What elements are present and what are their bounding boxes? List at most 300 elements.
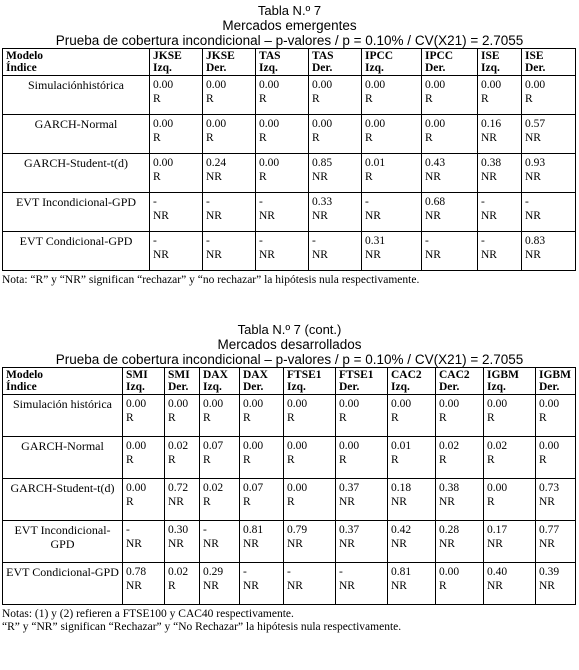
p-value: 0.07 [203,440,224,452]
p-value: 0.00 [339,440,360,452]
table-cell [522,193,576,232]
table1-corner-header [3,49,150,76]
column-header-side: Izq. [126,381,145,393]
table-cell [478,115,522,154]
table-cell [203,115,256,154]
p-value: 0.85 [312,157,333,169]
decision: R [312,93,320,105]
table-cell [203,76,256,115]
p-value: 0.02 [203,482,224,494]
p-value: 0.33 [312,196,333,208]
p-value: 0.17 [487,524,508,536]
p-value: 0.00 [126,398,147,410]
table-row [3,521,576,563]
decision: R [153,171,161,183]
p-value: 0.00 [259,79,280,91]
table-cell [388,563,436,605]
decision: R [525,93,533,105]
p-value: 0.24 [206,157,227,169]
p-value: 0.00 [525,79,546,91]
decision: NR [365,210,381,222]
table-cell [284,563,336,605]
decision: NR [153,210,169,222]
table-row [3,193,576,232]
table-cell [436,437,484,479]
decision: R [259,171,267,183]
table-cell [309,232,362,271]
decision: NR [168,496,184,508]
p-value: 0.00 [439,566,460,578]
p-value: 0.31 [365,235,386,247]
p-value: 0.00 [287,440,308,452]
p-value: - [203,524,207,536]
column-header-index: JKSE [206,50,235,62]
decision: R [487,412,495,424]
table2-subtitle: Mercados desarrollados [217,337,362,352]
table-cell [309,193,362,232]
table-cell [484,563,536,605]
decision: R [425,93,433,105]
p-value: 0.00 [153,157,174,169]
decision: NR [391,580,407,592]
column-header [478,49,522,76]
p-value: 0.18 [391,482,412,494]
table-cell [150,76,203,115]
decision: R [539,454,547,466]
table-cell [436,521,484,563]
table1 [2,48,576,271]
table-cell [388,395,436,437]
row-label: GARCH-Normal [3,115,150,154]
decision: NR [243,538,259,550]
p-value: - [481,196,485,208]
decision: NR [153,249,169,261]
table-cell [256,193,309,232]
table-cell [200,521,240,563]
column-header [484,368,536,395]
p-value: 0.00 [126,440,147,452]
table-cell [203,154,256,193]
decision: R [203,412,211,424]
row-label: EVT Condicional-GPD [3,563,123,605]
table-cell [284,479,336,521]
decision: R [153,93,161,105]
p-value: - [481,235,485,247]
decision: R [287,454,295,466]
decision: R [287,496,295,508]
p-value: 0.01 [365,157,386,169]
p-value: 0.00 [539,440,560,452]
p-value: 0.78 [126,566,147,578]
decision: R [203,454,211,466]
decision: R [203,496,211,508]
p-value: - [365,196,369,208]
table-cell [165,395,200,437]
p-value: - [206,196,210,208]
p-value: 0.16 [481,118,502,130]
decision: NR [287,580,303,592]
decision: NR [425,171,441,183]
table-cell [336,437,388,479]
p-value: 0.40 [487,566,508,578]
table-cell [436,395,484,437]
table-cell [165,563,200,605]
table-row [3,154,576,193]
table-cell [256,232,309,271]
table2-title: Tabla N.º 7 (cont.) [237,322,342,337]
p-value: 0.00 [259,157,280,169]
decision: NR [206,249,222,261]
p-value: 0.83 [525,235,546,247]
column-header [256,49,309,76]
table2-block [0,322,579,634]
decision: NR [259,249,275,261]
column-header-side: Izq. [203,381,222,393]
table-cell [422,193,478,232]
p-value: - [153,235,157,247]
p-value: 0.00 [243,398,264,410]
table-cell [478,193,522,232]
p-value: 0.00 [439,398,460,410]
table-cell [284,395,336,437]
table-cell [336,479,388,521]
p-value: 0.68 [425,196,446,208]
p-value: - [243,566,247,578]
decision: R [365,132,373,144]
decision: NR [339,580,355,592]
decision: R [206,93,214,105]
p-value: 0.00 [243,440,264,452]
p-value: 0.38 [481,157,502,169]
p-value: 0.00 [126,482,147,494]
table1-block [0,3,579,287]
table-cell [240,479,284,521]
table-cell [200,479,240,521]
p-value: 0.00 [365,79,386,91]
p-value: 0.00 [539,398,560,410]
p-value: 0.07 [243,482,264,494]
column-header-side: Izq. [287,381,306,393]
column-header [309,49,362,76]
table-row [3,395,576,437]
table1-title: Tabla N.º 7 [257,3,322,18]
table1-caption [0,3,579,48]
column-header-index: IPCC [365,50,394,62]
p-value: 0.79 [287,524,308,536]
table-cell [240,521,284,563]
p-value: 0.00 [153,79,174,91]
decision: NR [481,249,497,261]
decision: R [168,454,176,466]
table-cell [422,154,478,193]
table-cell [123,437,165,479]
column-header-index: JKSE [153,50,182,62]
decision: R [539,412,547,424]
table-cell [436,563,484,605]
table-cell [256,76,309,115]
decision: NR [525,171,541,183]
table-cell [484,437,536,479]
table-cell [123,521,165,563]
table-cell [536,479,576,521]
table-cell [240,563,284,605]
table-cell [123,395,165,437]
column-header-index: TAS [259,50,281,62]
table-cell [388,479,436,521]
row-label: GARCH-Student-t(d) [3,154,150,193]
decision: R [259,132,267,144]
column-header [362,49,422,76]
p-value: 0.02 [168,566,189,578]
table-cell [284,521,336,563]
p-value: 0.00 [168,398,189,410]
table-cell [165,521,200,563]
table-cell [422,115,478,154]
decision: NR [203,580,219,592]
p-value: 0.73 [539,482,560,494]
column-header-side: Der. [439,381,460,393]
p-value: 0.00 [259,118,280,130]
table1-note: Nota: “R” y “NR” significan “rechazar” y “no rechazar” la hipótesis nula respectivamente. [2,274,420,286]
table-cell [484,479,536,521]
table-cell [200,437,240,479]
column-header-index: DAX [203,369,228,381]
decision: R [287,412,295,424]
column-header-side: Izq. [391,381,410,393]
column-header [200,368,240,395]
table-cell [309,115,362,154]
decision: R [391,454,399,466]
decision: NR [259,210,275,222]
table-cell [203,232,256,271]
table-cell [203,193,256,232]
column-header-index: FTSE1 [339,369,374,381]
decision: R [481,93,489,105]
decision: NR [525,210,541,222]
row-label: Simulaciónhistórica [3,76,150,115]
table-cell [484,521,536,563]
decision: R [153,132,161,144]
decision: R [259,93,267,105]
decision: R [487,496,495,508]
table2-caption [0,322,579,367]
row-label: Simulación histórica [3,395,123,437]
decision: NR [168,538,184,550]
p-value: 0.00 [425,118,446,130]
table2-corner-header [3,368,123,395]
p-value: 0.00 [481,79,502,91]
decision: NR [525,249,541,261]
column-header-side: Izq. [259,62,278,74]
row-label: GARCH-Student-t(d) [3,479,123,521]
column-header-index: FTSE1 [287,369,322,381]
decision: R [425,132,433,144]
column-header [422,49,478,76]
table-cell [362,193,422,232]
decision: NR [312,210,328,222]
decision: R [243,454,251,466]
decision: R [439,412,447,424]
column-header-index: IGBM [539,369,571,381]
table-cell [200,395,240,437]
decision: NR [539,496,555,508]
table-cell [478,232,522,271]
p-value: 0.39 [539,566,560,578]
column-header-side: Der. [312,62,333,74]
row-label: EVT Condicional-GPD [3,232,150,271]
column-header-index: SMI [126,369,148,381]
p-value: 0.02 [439,440,460,452]
table-cell [536,521,576,563]
table-row [3,115,576,154]
table-cell [256,154,309,193]
index-header: Índice [6,62,37,74]
column-header-side: Izq. [365,62,384,74]
p-value: 0.00 [312,79,333,91]
decision: NR [206,210,222,222]
table-cell [150,232,203,271]
decision: NR [287,538,303,550]
table-cell [165,479,200,521]
column-header-index: IPCC [425,50,454,62]
decision: R [126,412,134,424]
table-cell [536,563,576,605]
decision: NR [439,496,455,508]
column-header-index: IGBM [487,369,519,381]
table-cell [478,154,522,193]
table1-subtitle2: Prueba de cobertura incondicional – p-valores / p = 0.10% / CV(X21) = 2.7055 [55,33,524,48]
table-cell [150,193,203,232]
decision: R [365,171,373,183]
column-header-index: CAC2 [439,369,470,381]
table-cell [200,563,240,605]
decision: NR [206,171,222,183]
p-value: 0.00 [487,398,508,410]
column-header-index: ISE [525,50,544,62]
table-cell [150,154,203,193]
decision: NR [425,210,441,222]
p-value: 0.57 [525,118,546,130]
p-value: 0.00 [206,79,227,91]
table2-note-1: Notas: (1) y (2) refieren a FTSE100 y CAC40 respectivamente. [2,608,294,620]
table-cell [362,115,422,154]
decision: NR [525,132,541,144]
column-header-side: Der. [206,62,227,74]
column-header [240,368,284,395]
table-cell [522,76,576,115]
decision: R [439,580,447,592]
decision: NR [391,496,407,508]
column-header [203,49,256,76]
column-header-index: ISE [481,50,500,62]
decision: NR [487,538,503,550]
p-value: 0.77 [539,524,560,536]
decision: NR [539,538,555,550]
p-value: - [259,196,263,208]
column-header [150,49,203,76]
table-cell [388,521,436,563]
p-value: 0.00 [425,79,446,91]
p-value: 0.72 [168,482,189,494]
table2 [2,367,576,605]
table-cell [362,154,422,193]
decision: R [487,454,495,466]
column-header [284,368,336,395]
p-value: 0.00 [206,118,227,130]
table2-header-row [3,368,576,395]
decision: NR [312,171,328,183]
p-value: 0.00 [153,118,174,130]
decision: R [206,132,214,144]
table-cell [309,76,362,115]
p-value: 0.42 [391,524,412,536]
decision: R [365,93,373,105]
p-value: 0.81 [243,524,264,536]
p-value: 0.00 [365,118,386,130]
p-value: 0.37 [339,482,360,494]
decision: R [243,496,251,508]
table-cell [362,232,422,271]
column-header [522,49,576,76]
table-cell [422,76,478,115]
decision: R [391,412,399,424]
column-header-index: SMI [168,369,190,381]
table-cell [436,479,484,521]
decision: NR [243,580,259,592]
table2-note-2: “R” y “NR” significan “Rechazar” y “No Rechazar” la hipótesis nula respectivamente. [2,621,402,633]
decision: NR [425,249,441,261]
table-cell [536,437,576,479]
table-cell [422,232,478,271]
table-cell [388,437,436,479]
table-cell [150,115,203,154]
p-value: - [126,524,130,536]
table-cell [362,76,422,115]
column-header-side: Der. [539,381,560,393]
decision: NR [339,496,355,508]
decision: NR [481,210,497,222]
column-header [336,368,388,395]
decision: NR [539,580,555,592]
decision: R [168,580,176,592]
column-header-side: Der. [525,62,546,74]
decision: NR [365,249,381,261]
column-header-side: Der. [243,381,264,393]
p-value: 0.00 [203,398,224,410]
p-value: 0.38 [439,482,460,494]
column-header-side: Izq. [487,381,506,393]
p-value: - [425,235,429,247]
p-value: 0.00 [391,398,412,410]
row-label: EVT Incondicional-GPD [3,521,123,563]
table-cell [240,395,284,437]
decision: R [126,454,134,466]
p-value: - [312,235,316,247]
column-header-index: TAS [312,50,334,62]
table-cell [336,521,388,563]
table-cell [522,154,576,193]
decision: NR [126,538,142,550]
column-header-side: Der. [168,381,189,393]
table-row [3,479,576,521]
table-cell [240,437,284,479]
table-row [3,76,576,115]
table-cell [484,395,536,437]
p-value: - [206,235,210,247]
p-value: - [525,196,529,208]
p-value: 0.30 [168,524,189,536]
table-cell [165,437,200,479]
